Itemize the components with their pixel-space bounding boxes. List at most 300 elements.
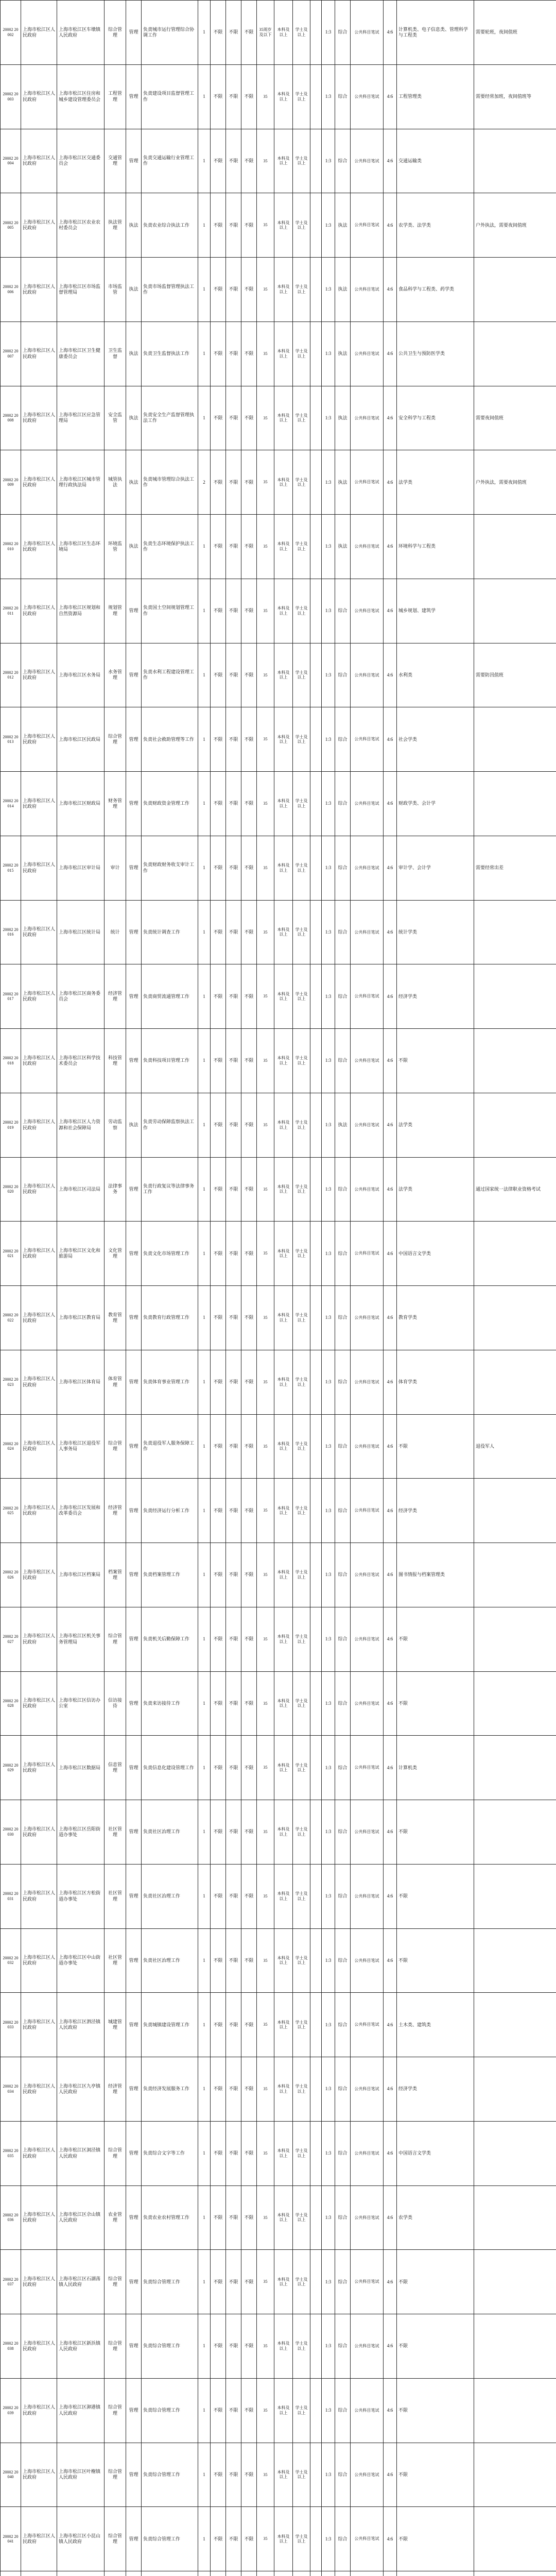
major-requirement-cell: 农学类 <box>397 2185 474 2250</box>
ratio-cell: 1:3 <box>322 1479 335 1543</box>
ratio-cell: 1:3 <box>322 386 335 450</box>
weight-cell: 4:6 <box>384 2250 397 2314</box>
experience-cell <box>310 1479 322 1543</box>
post-type-cell: 管理 <box>126 772 142 836</box>
experience-cell <box>310 2378 322 2443</box>
weight-cell: 4:6 <box>384 1671 397 1736</box>
post-name-cell: 综合管理 <box>105 1 126 65</box>
ratio-cell: 1:3 <box>322 2121 335 2185</box>
major-requirement-cell: 食品科学与工程类、药学类 <box>397 258 474 322</box>
exam-method-cell: 公共科目笔试 <box>351 707 384 772</box>
post-type-cell: 管理 <box>126 1607 142 1671</box>
ratio-cell: 1:3 <box>322 772 335 836</box>
requirement-cell: 不限 <box>241 1157 257 1222</box>
headcount-cell: 1 <box>198 1222 211 1286</box>
major-requirement-cell: 中国语言文学类 <box>397 2121 474 2185</box>
age-limit-cell: 35周岁及以下 <box>257 1 274 65</box>
major-requirement-cell: 不限 <box>397 2378 474 2443</box>
exam-method-cell: 公共科目笔试 <box>351 1093 384 1157</box>
requirement-cell: 不限 <box>241 321 257 386</box>
unit-name-cell: 上海市松江区人民政府 <box>21 321 57 386</box>
experience-cell <box>310 2250 322 2314</box>
experience-cell <box>310 1736 322 1800</box>
table-row <box>1 772 556 836</box>
headcount-cell: 1 <box>198 1157 211 1222</box>
experience-cell <box>310 1607 322 1671</box>
exam-category-cell: 综合 <box>335 64 351 129</box>
age-limit-cell: 35 <box>257 1093 274 1157</box>
ratio-cell: 1:3 <box>322 1286 335 1350</box>
table-row <box>1 2121 556 2185</box>
requirement-cell: 不限 <box>211 1093 226 1157</box>
requirement-cell: 不限 <box>226 2121 241 2185</box>
requirement-cell: 不限 <box>226 2185 241 2250</box>
unit-name-cell: 上海市松江区人民政府 <box>21 836 57 900</box>
education-cell: 本科及以上 <box>274 900 293 964</box>
job-code-cell: 20002 20027 <box>1 1607 21 1671</box>
unit-name-cell: 上海市松江区人民政府 <box>21 2507 57 2571</box>
other-requirements-cell: 通过国家统一法律职业资格考试 <box>474 1157 556 1222</box>
experience-cell <box>310 64 322 129</box>
requirement-cell: 不限 <box>211 964 226 1029</box>
job-code-cell: 20002 20016 <box>1 900 21 964</box>
post-type-cell: 管理 <box>126 1414 142 1479</box>
table-row <box>1 1736 556 1800</box>
age-limit-cell: 35 <box>257 2378 274 2443</box>
headcount-cell: 1 <box>198 258 211 322</box>
headcount-cell: 1 <box>198 2057 211 2122</box>
exam-method-cell: 公共科目笔试 <box>351 321 384 386</box>
job-code-cell: 20002 20007 <box>1 321 21 386</box>
experience-cell <box>310 579 322 643</box>
age-limit-cell: 35 <box>257 579 274 643</box>
education-cell: 本科及以上 <box>274 1479 293 1543</box>
department-cell: 上海市松江区审计局 <box>57 836 105 900</box>
headcount-cell: 1 <box>198 515 211 579</box>
department-cell: 上海市松江区民政局 <box>57 707 105 772</box>
age-limit-cell: 35 <box>257 129 274 193</box>
job-code-cell: 20002 20035 <box>1 2121 21 2185</box>
department-cell: 上海市松江区小昆山镇人民政府 <box>57 2507 105 2571</box>
weight-cell: 4:6 <box>384 772 397 836</box>
job-code-cell: 20002 20010 <box>1 515 21 579</box>
major-requirement-cell: 不限 <box>397 2443 474 2507</box>
other-requirements-cell: 户外执法，需要夜间值班 <box>474 450 556 515</box>
requirement-cell: 不限 <box>226 900 241 964</box>
age-limit-cell: 35 <box>257 1286 274 1350</box>
education-cell: 本科及以上 <box>274 643 293 707</box>
age-limit-cell: 35 <box>257 2185 274 2250</box>
job-description-cell: 负责退役军人服务保障工作 <box>142 1414 198 1479</box>
headcount-cell: 1 <box>198 1864 211 1928</box>
requirement-cell: 不限 <box>226 1029 241 1093</box>
degree-cell: 学士及以上 <box>293 579 310 643</box>
post-name-cell: 卫生监督 <box>105 321 126 386</box>
major-requirement-cell: 交通运输类 <box>397 129 474 193</box>
department-cell <box>57 2571 105 2576</box>
requirement-cell: 不限 <box>226 1286 241 1350</box>
post-type-cell: 管理 <box>126 2185 142 2250</box>
post-type-cell: 管理 <box>126 1993 142 2057</box>
unit-name-cell: 上海市松江区人民政府 <box>21 643 57 707</box>
other-requirements-cell <box>474 2250 556 2314</box>
department-cell: 上海市松江区数据局 <box>57 1736 105 1800</box>
age-limit-cell: 35 <box>257 2250 274 2314</box>
major-requirement-cell: 城乡规划、建筑学 <box>397 579 474 643</box>
degree-cell: 学士及以上 <box>293 643 310 707</box>
requirement-cell: 不限 <box>211 2121 226 2185</box>
requirement-cell: 不限 <box>211 386 226 450</box>
degree-cell: 学士及以上 <box>293 772 310 836</box>
other-requirements-cell <box>474 1029 556 1093</box>
department-cell: 上海市松江区档案局 <box>57 1543 105 1607</box>
major-requirement-cell: 中国语言文学类 <box>397 1222 474 1286</box>
department-cell: 上海市松江区生态环境局 <box>57 515 105 579</box>
requirement-cell: 不限 <box>211 1350 226 1414</box>
weight-cell: 4:6 <box>384 386 397 450</box>
headcount-cell: 1 <box>198 643 211 707</box>
exam-category-cell: 执法 <box>335 193 351 258</box>
exam-method-cell: 公共科目笔试 <box>351 964 384 1029</box>
exam-method-cell: 公共科目笔试 <box>351 1286 384 1350</box>
department-cell: 上海市松江区统计局 <box>57 900 105 964</box>
education-cell: 本科及以上 <box>274 1800 293 1865</box>
post-name-cell: 统计 <box>105 900 126 964</box>
age-limit-cell: 35 <box>257 772 274 836</box>
requirement-cell: 不限 <box>211 515 226 579</box>
major-requirement-cell: 计算机类 <box>397 1736 474 1800</box>
experience-cell <box>310 900 322 964</box>
job-description-cell <box>142 2571 198 2576</box>
job-description-cell: 负责经济发展服务工作 <box>142 2057 198 2122</box>
job-description-cell: 负责行政复议等法律事务工作 <box>142 1157 198 1222</box>
other-requirements-cell <box>474 1993 556 2057</box>
ratio-cell: 1:3 <box>322 1157 335 1222</box>
job-description-cell: 负责教育行政管理工作 <box>142 1286 198 1350</box>
requirement-cell: 不限 <box>241 2507 257 2571</box>
weight-cell: 4:6 <box>384 1222 397 1286</box>
other-requirements-cell <box>474 2378 556 2443</box>
job-description-cell: 负责科技项目管理工作 <box>142 1029 198 1093</box>
age-limit-cell: 35 <box>257 450 274 515</box>
major-requirement-cell: 体育学类 <box>397 1350 474 1414</box>
job-description-cell: 负责财政资金管理工作 <box>142 772 198 836</box>
job-description-cell: 负责安全生产监督管理执法工作 <box>142 386 198 450</box>
post-type-cell <box>126 2571 142 2576</box>
post-name-cell: 综合管理 <box>105 2507 126 2571</box>
degree-cell: 学士及以上 <box>293 1286 310 1350</box>
requirement-cell: 不限 <box>226 1607 241 1671</box>
headcount-cell: 1 <box>198 900 211 964</box>
exam-method-cell: 公共科目笔试 <box>351 2443 384 2507</box>
exam-category-cell: 综合 <box>335 2443 351 2507</box>
major-requirement-cell <box>397 2571 474 2576</box>
department-cell: 上海市松江区水务局 <box>57 643 105 707</box>
age-limit-cell: 35 <box>257 2057 274 2122</box>
table-row <box>1 450 556 515</box>
major-requirement-cell: 不限 <box>397 1928 474 1993</box>
weight-cell: 4:6 <box>384 1286 397 1350</box>
job-code-cell: 20002 20029 <box>1 1736 21 1800</box>
table-row <box>1 2571 556 2576</box>
headcount-cell: 1 <box>198 1993 211 2057</box>
ratio-cell: 1:3 <box>322 2443 335 2507</box>
job-description-cell: 负责综合管理工作 <box>142 2443 198 2507</box>
age-limit-cell: 35 <box>257 1864 274 1928</box>
headcount-cell: 1 <box>198 1093 211 1157</box>
other-requirements-cell: 退役军人 <box>474 1414 556 1479</box>
degree-cell <box>293 2571 310 2576</box>
requirement-cell: 不限 <box>226 386 241 450</box>
requirement-cell: 不限 <box>211 579 226 643</box>
post-name-cell: 执法管理 <box>105 193 126 258</box>
headcount-cell: 1 <box>198 321 211 386</box>
requirement-cell: 不限 <box>226 129 241 193</box>
age-limit-cell: 35 <box>257 900 274 964</box>
job-description-cell: 负责社会救助管理等工作 <box>142 707 198 772</box>
job-description-cell: 负责卫生监督执法工作 <box>142 321 198 386</box>
unit-name-cell: 上海市松江区人民政府 <box>21 707 57 772</box>
degree-cell: 学士及以上 <box>293 450 310 515</box>
exam-category-cell: 综合 <box>335 1157 351 1222</box>
other-requirements-cell <box>474 2121 556 2185</box>
education-cell: 本科及以上 <box>274 1864 293 1928</box>
unit-name-cell: 上海市松江区人民政府 <box>21 2250 57 2314</box>
requirement-cell: 不限 <box>211 2057 226 2122</box>
exam-method-cell <box>351 2571 384 2576</box>
experience-cell <box>310 1993 322 2057</box>
post-type-cell: 管理 <box>126 64 142 129</box>
department-cell: 上海市松江区泗泾镇人民政府 <box>57 1993 105 2057</box>
job-code-cell: 20002 20023 <box>1 1350 21 1414</box>
job-description-cell: 负责农业综合执法工作 <box>142 193 198 258</box>
education-cell: 本科及以上 <box>274 579 293 643</box>
exam-category-cell: 综合 <box>335 2507 351 2571</box>
requirement-cell: 不限 <box>211 1 226 65</box>
degree-cell: 学士及以上 <box>293 193 310 258</box>
job-code-cell: 20002 20008 <box>1 386 21 450</box>
other-requirements-cell <box>474 258 556 322</box>
weight-cell: 4:6 <box>384 707 397 772</box>
major-requirement-cell: 土木类、建筑类 <box>397 1993 474 2057</box>
degree-cell: 学士及以上 <box>293 2121 310 2185</box>
exam-category-cell: 执法 <box>335 321 351 386</box>
age-limit-cell: 35 <box>257 1479 274 1543</box>
age-limit-cell: 35 <box>257 1800 274 1865</box>
post-name-cell: 综合管理 <box>105 1414 126 1479</box>
degree-cell: 学士及以上 <box>293 900 310 964</box>
experience-cell <box>310 450 322 515</box>
weight-cell: 4:6 <box>384 900 397 964</box>
post-type-cell: 管理 <box>126 1543 142 1607</box>
requirement-cell: 不限 <box>241 386 257 450</box>
experience-cell <box>310 1800 322 1865</box>
requirement-cell: 不限 <box>211 258 226 322</box>
post-type-cell: 管理 <box>126 579 142 643</box>
ratio-cell: 1:3 <box>322 2185 335 2250</box>
education-cell: 本科及以上 <box>274 64 293 129</box>
table-row <box>1 2443 556 2507</box>
other-requirements-cell <box>474 579 556 643</box>
headcount-cell: 1 <box>198 1286 211 1350</box>
other-requirements-cell <box>474 1222 556 1286</box>
requirement-cell: 不限 <box>226 1543 241 1607</box>
requirement-cell: 不限 <box>241 1607 257 1671</box>
experience-cell <box>310 193 322 258</box>
job-code-cell: 20002 20022 <box>1 1286 21 1350</box>
weight-cell: 4:6 <box>384 1029 397 1093</box>
age-limit-cell: 35 <box>257 1350 274 1414</box>
degree-cell: 学士及以上 <box>293 1864 310 1928</box>
requirement-cell: 不限 <box>226 964 241 1029</box>
post-type-cell: 管理 <box>126 1928 142 1993</box>
exam-category-cell: 综合 <box>335 1736 351 1800</box>
requirement-cell: 不限 <box>241 1864 257 1928</box>
table-row <box>1 2250 556 2314</box>
major-requirement-cell: 不限 <box>397 1414 474 1479</box>
headcount-cell: 1 <box>198 964 211 1029</box>
post-name-cell: 综合管理 <box>105 2378 126 2443</box>
requirement-cell: 不限 <box>226 64 241 129</box>
post-name-cell: 综合管理 <box>105 1607 126 1671</box>
post-type-cell: 管理 <box>126 1286 142 1350</box>
post-type-cell: 执法 <box>126 258 142 322</box>
exam-category-cell: 综合 <box>335 1286 351 1350</box>
experience-cell <box>310 2057 322 2122</box>
age-limit-cell: 35 <box>257 1671 274 1736</box>
exam-category-cell: 综合 <box>335 2185 351 2250</box>
post-name-cell: 农业管理 <box>105 2185 126 2250</box>
experience-cell <box>310 643 322 707</box>
requirement-cell: 不限 <box>211 1864 226 1928</box>
table-row <box>1 1029 556 1093</box>
exam-category-cell: 综合 <box>335 579 351 643</box>
education-cell: 本科及以上 <box>274 1607 293 1671</box>
requirement-cell: 不限 <box>211 129 226 193</box>
ratio-cell: 1:3 <box>322 900 335 964</box>
age-limit-cell: 35 <box>257 1607 274 1671</box>
headcount-cell: 1 <box>198 2121 211 2185</box>
headcount-cell: 1 <box>198 2507 211 2571</box>
job-description-cell: 负责城镇建设管理工作 <box>142 1993 198 2057</box>
ratio-cell: 1:3 <box>322 258 335 322</box>
post-type-cell: 管理 <box>126 1479 142 1543</box>
other-requirements-cell <box>474 964 556 1029</box>
post-type-cell: 管理 <box>126 1 142 65</box>
unit-name-cell: 上海市松江区人民政府 <box>21 1928 57 1993</box>
experience-cell <box>310 1222 322 1286</box>
experience-cell <box>310 2571 322 2576</box>
headcount-cell: 1 <box>198 1928 211 1993</box>
weight-cell: 4:6 <box>384 1414 397 1479</box>
headcount-cell: 1 <box>198 1671 211 1736</box>
major-requirement-cell: 公共卫生与预防医学类 <box>397 321 474 386</box>
major-requirement-cell: 统计学类 <box>397 900 474 964</box>
requirement-cell: 不限 <box>241 2314 257 2379</box>
degree-cell: 学士及以上 <box>293 1736 310 1800</box>
requirement-cell: 不限 <box>226 2378 241 2443</box>
headcount-cell: 1 <box>198 1607 211 1671</box>
post-type-cell: 管理 <box>126 1800 142 1865</box>
requirement-cell: 不限 <box>211 1993 226 2057</box>
job-code-cell: 20002 20028 <box>1 1671 21 1736</box>
job-code-cell: 20002 20034 <box>1 2057 21 2122</box>
job-description-cell: 负责综合文字等工作 <box>142 2121 198 2185</box>
weight-cell: 4:6 <box>384 1993 397 2057</box>
age-limit-cell: 35 <box>257 1543 274 1607</box>
headcount-cell: 1 <box>198 1029 211 1093</box>
requirement-cell: 不限 <box>211 2250 226 2314</box>
unit-name-cell: 上海市松江区人民政府 <box>21 193 57 258</box>
exam-method-cell: 公共科目笔试 <box>351 1928 384 1993</box>
job-code-cell: 20002 20026 <box>1 1543 21 1607</box>
major-requirement-cell: 环境科学与工程类 <box>397 515 474 579</box>
post-name-cell: 文化管理 <box>105 1222 126 1286</box>
headcount-cell: 1 <box>198 579 211 643</box>
experience-cell <box>310 1928 322 1993</box>
headcount-cell: 1 <box>198 1 211 65</box>
headcount-cell <box>198 2571 211 2576</box>
other-requirements-cell: 户外执法，需要夜间值班 <box>474 193 556 258</box>
exam-category-cell: 综合 <box>335 2378 351 2443</box>
education-cell: 本科及以上 <box>274 1 293 65</box>
requirement-cell: 不限 <box>241 1928 257 1993</box>
exam-category-cell: 综合 <box>335 1479 351 1543</box>
major-requirement-cell: 安全科学与工程类 <box>397 386 474 450</box>
age-limit-cell: 35 <box>257 515 274 579</box>
table-row <box>1 2057 556 2122</box>
experience-cell <box>310 1414 322 1479</box>
table-row <box>1 1543 556 1607</box>
major-requirement-cell: 审计学、会计学 <box>397 836 474 900</box>
major-requirement-cell: 不限 <box>397 2250 474 2314</box>
other-requirements-cell: 需要经常加班，夜间值班等 <box>474 64 556 129</box>
requirement-cell: 不限 <box>241 515 257 579</box>
unit-name-cell: 上海市松江区人民政府 <box>21 1029 57 1093</box>
weight-cell: 4:6 <box>384 64 397 129</box>
requirement-cell: 不限 <box>211 450 226 515</box>
job-code-cell: 20002 20009 <box>1 450 21 515</box>
unit-name-cell: 上海市松江区人民政府 <box>21 1543 57 1607</box>
job-description-cell: 负责综合管理工作 <box>142 2507 198 2571</box>
exam-category-cell: 执法 <box>335 450 351 515</box>
post-name-cell: 信访接待 <box>105 1671 126 1736</box>
job-code-cell: 20002 20031 <box>1 1864 21 1928</box>
requirement-cell: 不限 <box>211 1607 226 1671</box>
unit-name-cell: 上海市松江区人民政府 <box>21 64 57 129</box>
weight-cell: 4:6 <box>384 515 397 579</box>
unit-name-cell: 上海市松江区人民政府 <box>21 1157 57 1222</box>
requirement-cell: 不限 <box>226 2443 241 2507</box>
education-cell: 本科及以上 <box>274 450 293 515</box>
degree-cell: 学士及以上 <box>293 2250 310 2314</box>
degree-cell: 学士及以上 <box>293 1928 310 1993</box>
requirement-cell: 不限 <box>226 1222 241 1286</box>
requirement-cell: 不限 <box>241 1286 257 1350</box>
major-requirement-cell: 社会学类 <box>397 707 474 772</box>
table-row <box>1 1928 556 1993</box>
education-cell: 本科及以上 <box>274 1093 293 1157</box>
unit-name-cell: 上海市松江区人民政府 <box>21 1993 57 2057</box>
exam-method-cell: 公共科目笔试 <box>351 1671 384 1736</box>
job-description-cell: 负责交通运输行业管理工作 <box>142 129 198 193</box>
unit-name-cell <box>21 2571 57 2576</box>
table-row <box>1 386 556 450</box>
table-row <box>1 2314 556 2379</box>
department-cell: 上海市松江区车墩镇人民政府 <box>57 1 105 65</box>
table-row <box>1 321 556 386</box>
requirement-cell: 不限 <box>211 1414 226 1479</box>
